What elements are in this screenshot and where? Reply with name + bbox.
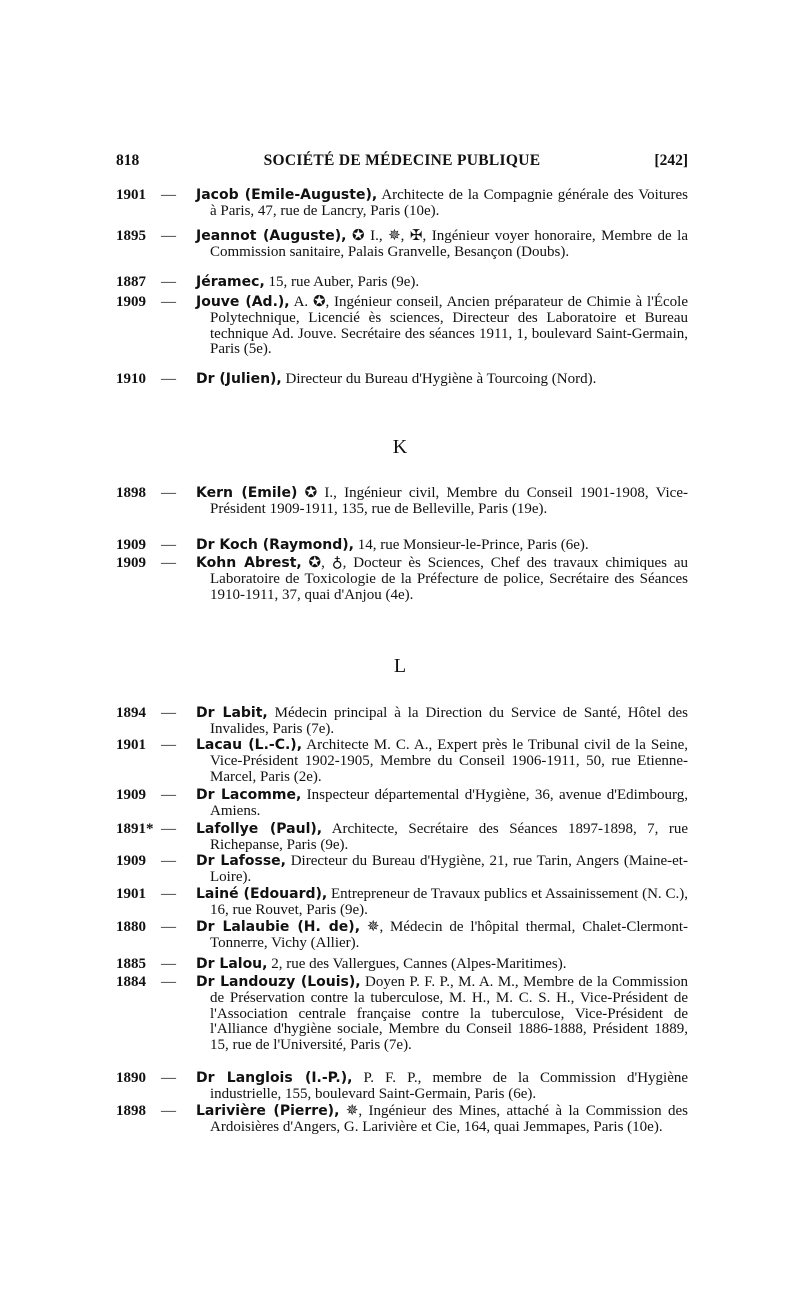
member-entry <box>116 538 688 554</box>
member-entry <box>116 556 688 603</box>
entry-name: Jacob (Emile-Auguste), <box>196 187 378 203</box>
entry-name: Dr Lacomme, <box>196 787 302 803</box>
entry-text: Entrepreneur de Travaux publics et Assainissement (N. C.), 16, rue Rouvet, Paris (9e). <box>210 886 688 918</box>
entry-dash: — <box>161 919 176 935</box>
entry-text: Architecte M. C. A., Expert près le Tribunal civil de la Seine, Vice-Président 1902-1905, Membre du Conseil 1906-1911, 50, rue Etienne-Marcel, Paris (2e). <box>210 737 688 785</box>
member-entry <box>116 788 688 820</box>
entry-name: Lafollye (Paul), <box>196 821 323 837</box>
entry-year: 1909 <box>116 853 146 869</box>
entry-year: 1891* <box>116 821 154 837</box>
member-entry <box>116 295 688 358</box>
entry-year: 1910 <box>116 371 146 387</box>
entry-text: ✪, ♁, Docteur ès Sciences, Chef des travaux chimiques au Laboratoire de Toxicologie de la Préfecture de police, Secrétaire des Séances 1910-1911, 37, quai d'Anjou (4e). <box>210 555 688 603</box>
member-entry <box>116 887 688 919</box>
entry-year: 1890 <box>116 1070 146 1086</box>
entry-text: Directeur du Bureau d'Hygiène à Tourcoing (Nord). <box>281 371 597 387</box>
entry-text: 2, rue des Vallergues, Cannes (Alpes-Maritimes). <box>267 956 567 972</box>
entry-name: Dr Labit, <box>196 705 268 721</box>
entry-year: 1898 <box>116 485 146 501</box>
entry-dash: — <box>161 956 176 972</box>
member-entry <box>116 486 688 518</box>
entry-dash: — <box>161 187 176 203</box>
entry-year: 1898 <box>116 1103 146 1119</box>
entry-year: 1909 <box>116 294 146 310</box>
entry-dash: — <box>161 274 176 290</box>
entry-name: Lacau (L.-C.), <box>196 737 303 753</box>
entry-year: 1894 <box>116 705 146 721</box>
entry-text: Médecin principal à la Direction du Service de Santé, Hôtel des Invalides, Paris (7e). <box>210 705 688 737</box>
entry-name: Dr Lafosse, <box>196 853 286 869</box>
page-title: SOCIÉTÉ DE MÉDECINE PUBLIQUE <box>263 152 541 169</box>
page-number: 818 <box>116 152 140 169</box>
entry-dash: — <box>161 974 176 990</box>
entry-name: Kern (Emile) <box>196 485 298 501</box>
entry-text: P. F. P., membre de la Commission d'Hygiène industrielle, 155, boulevard Saint-Germain, Paris (6e). <box>210 1070 689 1102</box>
member-entry <box>116 229 688 261</box>
entry-name: Jéramec, <box>196 274 265 290</box>
entry-text: ✵, Médecin de l'hôpital thermal, Chalet-Clermont-Tonnerre, Vichy (Allier). <box>210 919 688 951</box>
entry-name: Dr (Julien), <box>196 371 282 387</box>
member-entry <box>116 275 688 291</box>
entry-dash: — <box>161 294 176 310</box>
member-entry <box>116 1104 688 1136</box>
entry-text: Directeur du Bureau d'Hygiène, 21, rue Tarin, Angers (Maine-et-Loire). <box>210 853 688 885</box>
member-entry <box>116 1071 688 1103</box>
entry-dash: — <box>161 1103 176 1119</box>
entry-name: Lainé (Edouard), <box>196 886 328 902</box>
entry-dash: — <box>161 787 176 803</box>
entry-year: 1880 <box>116 919 146 935</box>
entry-dash: — <box>161 886 176 902</box>
section-letter-l: L <box>393 655 407 677</box>
member-entry <box>116 706 688 738</box>
page-header <box>116 152 688 174</box>
entry-dash: — <box>161 821 176 837</box>
entry-year: 1901 <box>116 886 146 902</box>
entry-text: ✵, Ingénieur des Mines, attaché à la Commission des Ardoisières d'Angers, G. Larivière et Cie, 164, quai Jemmapes, Paris (10e). <box>210 1103 688 1135</box>
entry-dash: — <box>161 485 176 501</box>
entry-name: Dr Langlois (I.-P.), <box>196 1070 353 1086</box>
entry-text: Architecte de la Compagnie générale des Voitures à Paris, 47, rue de Lancry, Paris (10e). <box>210 187 688 219</box>
entry-name: Jeannot (Auguste), <box>196 228 347 244</box>
entry-name: Dr Lalaubie (H. de), <box>196 919 361 935</box>
entry-name: Dr Koch (Raymond), <box>196 537 354 553</box>
entry-year: 1887 <box>116 274 146 290</box>
entry-dash: — <box>161 853 176 869</box>
entry-year: 1909 <box>116 537 146 553</box>
entry-year: 1901 <box>116 737 146 753</box>
entry-year: 1885 <box>116 956 146 972</box>
member-entry <box>116 920 688 952</box>
entry-dash: — <box>161 537 176 553</box>
entry-dash: — <box>161 705 176 721</box>
member-entry <box>116 975 688 1054</box>
member-entry <box>116 957 688 973</box>
entry-year: 1895 <box>116 228 146 244</box>
entry-year: 1909 <box>116 787 146 803</box>
entry-year: 1884 <box>116 974 146 990</box>
member-entry <box>116 854 688 886</box>
entry-year: 1901 <box>116 187 146 203</box>
entry-text: 14, rue Monsieur-le-Prince, Paris (6e). <box>354 537 589 553</box>
member-entry <box>116 738 688 785</box>
entry-text: ✪ I., ✵, ✠, Ingénieur voyer honoraire, Membre de la Commission sanitaire, Palais Granvelle, Besançon (Doubs). <box>210 228 688 260</box>
entry-text: ✪ I., Ingénieur civil, Membre du Conseil 1901-1908, Vice-Président 1909-1911, 135, rue de Belleville, Paris (19e). <box>210 485 688 517</box>
entry-text: Doyen P. F. P., M. A. M., Membre de la Commission de Préservation contre la tuberculose, M. H., M. C. S. H., Vice-Président de l'Association centrale française contre la tuberculose, Vice-Président de l'Alliance d'hygiène sociale, Membre du Conseil 1886-1888, Président 1889, 15, rue de l'Université, Paris (7e). <box>210 974 688 1054</box>
entry-dash: — <box>161 228 176 244</box>
entry-name: Jouve (Ad.), <box>196 294 290 310</box>
entry-dash: — <box>161 1070 176 1086</box>
entry-name: Dr Landouzy (Louis), <box>196 974 361 990</box>
entry-dash: — <box>161 371 176 387</box>
member-entry <box>116 372 688 388</box>
entry-text: Inspecteur départemental d'Hygiène, 36, avenue d'Edimbourg, Amiens. <box>210 787 688 819</box>
entry-name: Dr Lalou, <box>196 956 268 972</box>
member-entry <box>116 822 688 854</box>
entry-dash: — <box>161 737 176 753</box>
entry-text: 15, rue Auber, Paris (9e). <box>264 274 420 290</box>
entry-name: Larivière (Pierre), <box>196 1103 340 1119</box>
member-entry <box>116 188 688 220</box>
entry-dash: — <box>161 555 176 571</box>
page-reference: [242] <box>654 152 688 169</box>
entry-year: 1909 <box>116 555 146 571</box>
entry-text: Architecte, Secrétaire des Séances 1897-1898, 7, rue Richepanse, Paris (9e). <box>210 821 688 853</box>
entry-text: A. ✪, Ingénieur conseil, Ancien préparateur de Chimie à l'École Polytechnique, Licencié ès sciences, Directeur des Laboratoire et Bureau technique Ad. Jouve. Secrétaire des séances 1911, 1, boulevard Saint-Germain, Paris (5e). <box>210 294 688 358</box>
section-letter-k: K <box>392 436 408 458</box>
entry-name: Kohn Abrest, <box>196 555 302 571</box>
